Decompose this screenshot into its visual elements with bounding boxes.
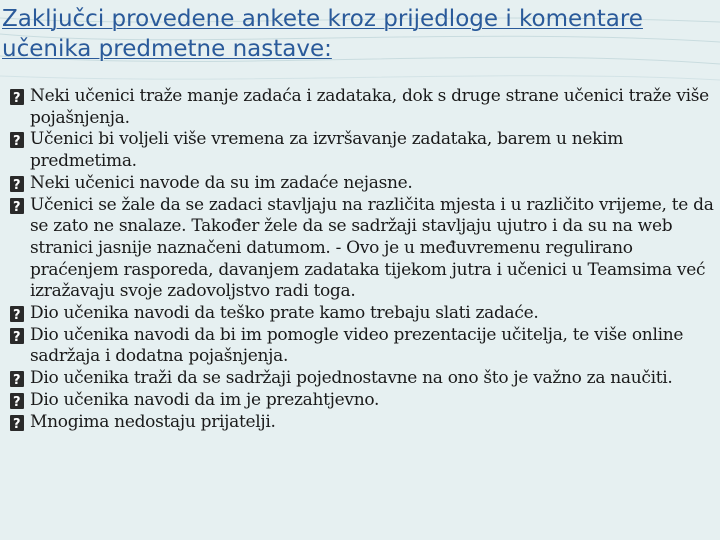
- bullet-icon: [10, 198, 24, 214]
- list-item-text: Dio učenika navodi da bi im pomogle video prezentacije učitelja, te više online sadržaja i dodatna pojašnjenja.: [30, 324, 684, 367]
- bullet-icon: [10, 89, 24, 105]
- list-item: [10, 129, 716, 172]
- bullet-list: [10, 86, 716, 433]
- list-item-text: Dio učenika navodi da teško prate kamo trebaju slati zadaće.: [30, 303, 539, 324]
- bullet-icon: [10, 306, 24, 322]
- bullet-icon: [10, 415, 24, 431]
- list-item-text: Dio učenika navodi da im je prezahtjevno.: [30, 389, 380, 410]
- list-item-text: Mnogima nedostaju prijatelji.: [30, 411, 276, 432]
- slide-title: Zaključci provedene ankete kroz prijedloge i komentare učenika predmetne nastave:: [2, 6, 643, 62]
- list-item-text: Neki učenici navode da su im zadaće nejasne.: [30, 172, 413, 193]
- list-item: [10, 412, 716, 434]
- list-item-text: Učenici bi voljeli više vremena za izvršavanje zadataka, barem u nekim predmetima.: [30, 129, 624, 172]
- list-item: [10, 86, 716, 129]
- list-item: [10, 390, 716, 412]
- list-item: [10, 303, 716, 325]
- list-item: [10, 195, 716, 304]
- bullet-icon: [10, 176, 24, 192]
- list-item-text: Dio učenika traži da se sadržaji pojednostavne na ono što je važno za naučiti.: [30, 368, 673, 389]
- list-item: [10, 325, 716, 368]
- list-item-text: Neki učenici traže manje zadaća i zadataka, dok s druge strane učenici traže više pojašnjenja.: [30, 86, 709, 128]
- bullet-icon: [10, 371, 24, 387]
- bullet-icon: [10, 393, 24, 409]
- list-item: [10, 173, 716, 195]
- bullet-icon: [10, 132, 24, 148]
- list-item: [10, 368, 716, 390]
- list-item-text: Učenici se žale da se zadaci stavljaju na različita mjesta i u različito vrijeme, te da se zato ne snalaze. Također žele da se sadržaji stavljaju ujutro i da su na web stranici jasnije naznačeni datumom. - Ovo je u međuvremenu regulirano praćenjem rasporeda, davanjem zadataka tijekom jutra i učenici u Teamsima već izražavaju svoje zadovoljstvo radi toga.: [30, 194, 714, 302]
- bullet-icon: [10, 328, 24, 344]
